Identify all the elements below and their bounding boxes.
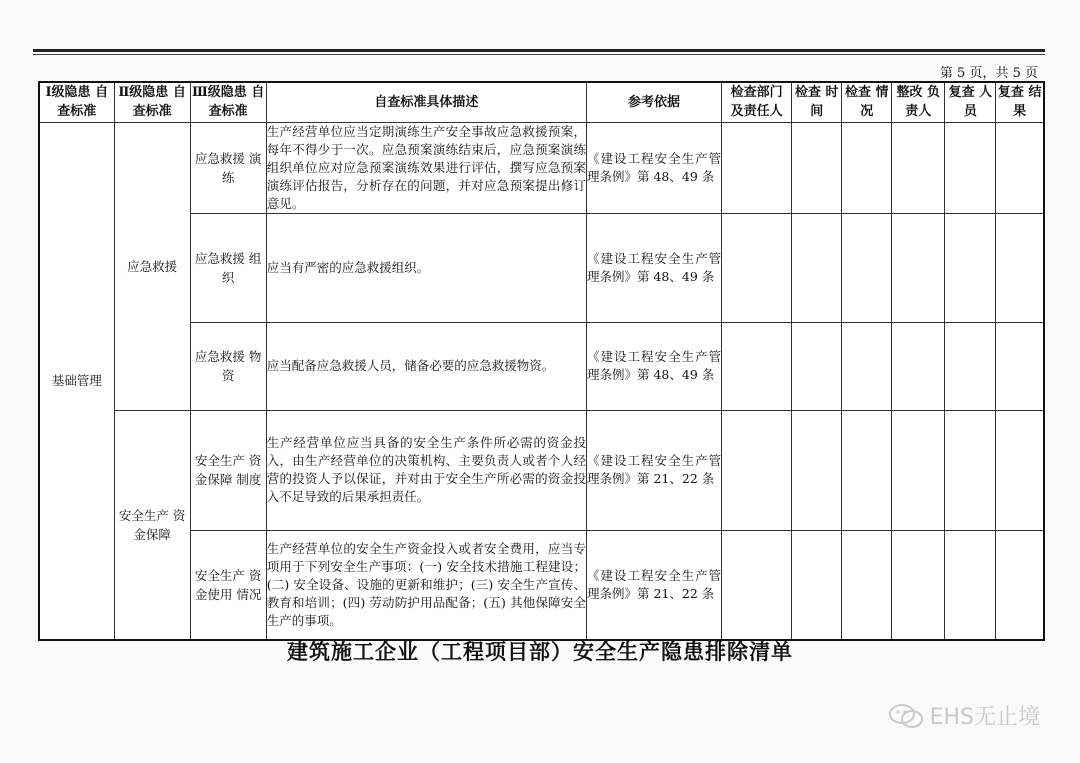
time-cell[interactable] — [792, 322, 842, 410]
header-desc: 自查标准具体描述 — [266, 82, 586, 122]
header-time: 检查 时间 — [792, 82, 842, 122]
time-cell[interactable] — [792, 122, 842, 213]
header-level3: Ⅲ级隐患 自查标准 — [190, 82, 266, 122]
basis-cell: 《建设工程安全生产管理条例》第 48、49 条 — [587, 213, 722, 322]
reviewer-cell[interactable] — [945, 322, 996, 410]
watermark-text: EHS无止境 — [929, 705, 1040, 730]
time-cell[interactable] — [792, 530, 842, 640]
level1-cell: 基础管理 — [39, 122, 114, 640]
desc-cell: 生产经营单位应当定期演练生产安全事故应急救援预案，每年不得少于一次。应急预案演练结束后，应急预案演练组织单位应对应急预案演练效果进行评估，撰写应急预案演练评估报告，分析存在的问题，并对应急预案提出修订意见。 — [266, 122, 586, 213]
result-cell[interactable] — [996, 122, 1044, 213]
header-rectify: 整改 负责人 — [892, 82, 945, 122]
desc-cell: 应当有严密的应急救援组织。 — [266, 213, 586, 322]
desc-cell: 生产经营单位应当具备的安全生产条件所必需的资金投入，由生产经营单位的决策机构、主要负责人或者个人经营的投资人予以保证，并对由于安全生产所必需的资金投入不足导致的后果承担责任。 — [266, 410, 586, 530]
status-cell[interactable] — [842, 530, 892, 640]
header-level2: Ⅱ级隐患 自查标准 — [114, 82, 190, 122]
basis-cell: 《建设工程安全生产管理条例》第 21、22 条 — [587, 410, 722, 530]
status-cell[interactable] — [842, 410, 892, 530]
basis-cell: 《建设工程安全生产管理条例》第 21、22 条 — [587, 530, 722, 640]
table-row — [39, 213, 1044, 322]
reviewer-cell[interactable] — [945, 530, 996, 640]
result-cell[interactable] — [996, 322, 1044, 410]
header-rule-thick — [33, 49, 1045, 52]
table-row — [39, 322, 1044, 410]
result-cell[interactable] — [996, 530, 1044, 640]
rectify-cell[interactable] — [892, 322, 945, 410]
rectify-cell[interactable] — [892, 410, 945, 530]
result-cell[interactable] — [996, 213, 1044, 322]
rectify-cell[interactable] — [892, 122, 945, 213]
header-row — [39, 82, 1044, 122]
watermark — [888, 700, 1040, 731]
time-cell[interactable] — [792, 410, 842, 530]
table-row — [39, 410, 1044, 530]
header-result: 复查 结果 — [996, 82, 1044, 122]
wechat-icon — [888, 703, 924, 729]
desc-cell: 应当配备应急救援人员，储备必要的应急救援物资。 — [266, 322, 586, 410]
header-level1: Ⅰ级隐患 自查标准 — [39, 82, 114, 122]
table-row — [39, 530, 1044, 640]
dept-cell[interactable] — [722, 530, 792, 640]
dept-cell[interactable] — [722, 213, 792, 322]
status-cell[interactable] — [842, 122, 892, 213]
time-cell[interactable] — [792, 213, 842, 322]
status-cell[interactable] — [842, 322, 892, 410]
rectify-cell[interactable] — [892, 530, 945, 640]
level3-cell: 安全生产 资金使用 情况 — [190, 530, 266, 640]
header-rule-thin — [33, 54, 1045, 55]
dept-cell[interactable] — [722, 410, 792, 530]
dept-cell[interactable] — [722, 322, 792, 410]
dept-cell[interactable] — [722, 122, 792, 213]
status-cell[interactable] — [842, 213, 892, 322]
level3-cell: 安全生产 资金保障 制度 — [190, 410, 266, 530]
header-dept: 检查部门 及责任人 — [722, 82, 792, 122]
header-basis: 参考依据 — [587, 82, 722, 122]
level2-cell: 安全生产 资金保障 — [114, 410, 190, 640]
level3-cell: 应急救援 物资 — [190, 322, 266, 410]
hazard-checklist-table — [38, 81, 1045, 641]
rectify-cell[interactable] — [892, 213, 945, 322]
basis-cell: 《建设工程安全生产管理条例》第 48、49 条 — [587, 322, 722, 410]
reviewer-cell[interactable] — [945, 213, 996, 322]
reviewer-cell[interactable] — [945, 410, 996, 530]
header-reviewer: 复查 人员 — [945, 82, 996, 122]
result-cell[interactable] — [996, 410, 1044, 530]
level2-cell: 应急救援 — [114, 122, 190, 410]
document-title: 建筑施工企业（工程项目部）安全生产隐患排除清单 — [287, 639, 793, 664]
header-status: 检查 情况 — [842, 82, 892, 122]
table-row — [39, 122, 1044, 213]
desc-cell: 生产经营单位的安全生产资金投入或者安全费用，应当专项用于下列安全生产事项：(一) 安全技术措施工程建设；(二) 安全设备、设施的更新和维护；(三) 安全生产宣传、教育和培训；(四) 劳动防护用品配备；(五) 其他保障安全生产的事项。 — [266, 530, 586, 640]
reviewer-cell[interactable] — [945, 122, 996, 213]
page-number: 第 5 页，共 5 页 — [939, 66, 1038, 81]
basis-cell: 《建设工程安全生产管理条例》第 48、49 条 — [587, 122, 722, 213]
level3-cell: 应急救援 演练 — [190, 122, 266, 213]
level3-cell: 应急救援 组织 — [190, 213, 266, 322]
